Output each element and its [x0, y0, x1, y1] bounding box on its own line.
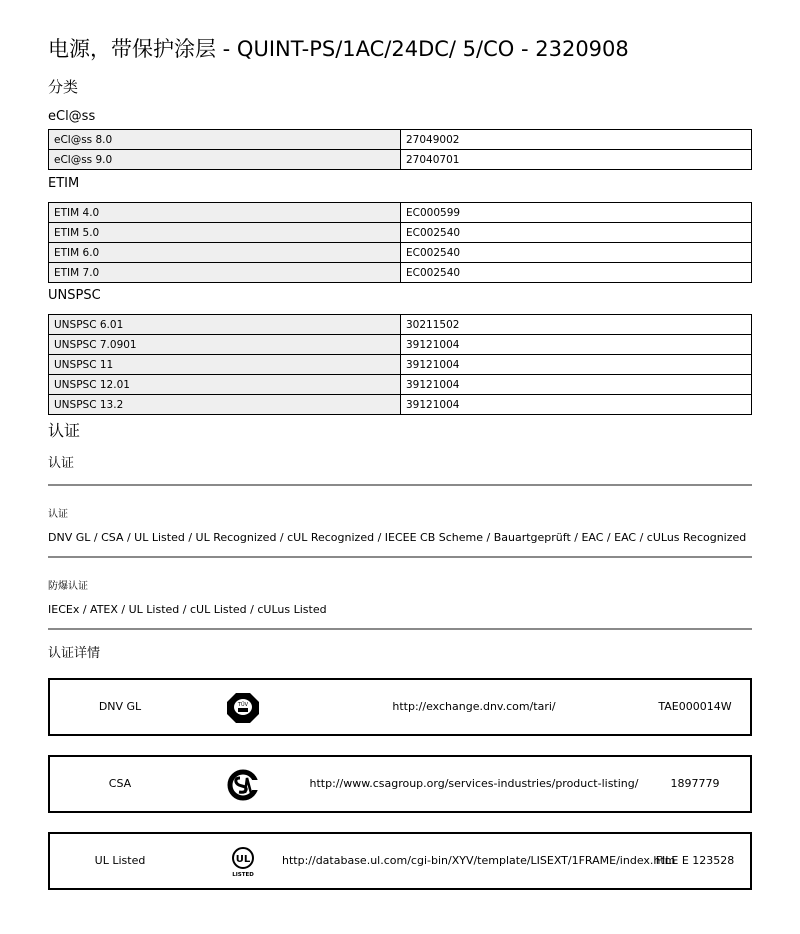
table-row	[49, 395, 752, 415]
approvals-subheading: 认证	[48, 456, 75, 471]
approvals-heading: 认证	[48, 421, 81, 440]
table-key: ETIM 5.0	[49, 223, 401, 243]
classification-heading: 分类	[48, 78, 79, 96]
table-key: eCl@ss 8.0	[49, 130, 401, 150]
approval-name: DNV GL	[98, 700, 142, 713]
unspsc-heading: UNSPSC	[48, 288, 101, 303]
page-title: 电源，带保护涂层 - QUINT-PS/1AC/24DC/ 5/CO - 2320908	[48, 37, 629, 61]
table-row	[49, 263, 752, 283]
table-key: ETIM 6.0	[49, 243, 401, 263]
table-value: 39121004	[401, 335, 752, 355]
approval-name: UL Listed	[94, 854, 146, 867]
table-row	[49, 223, 752, 243]
tuv-dnv-logo-icon	[226, 692, 260, 724]
table-row	[49, 243, 752, 263]
table-row	[49, 335, 752, 355]
tuv-logo-text: TÜV	[237, 702, 249, 708]
listed-logo-text: LISTED	[232, 872, 254, 878]
table-key: UNSPSC 13.2	[49, 395, 401, 415]
approval-url[interactable]: http://database.ul.com/cgi-bin/XYV/template/LISEXT/1FRAME/index.htm	[282, 854, 676, 867]
table-value: EC002540	[401, 223, 752, 243]
table-key: UNSPSC 7.0901	[49, 335, 401, 355]
ex-approvals-label: 防爆认证	[48, 581, 88, 592]
approval-detail-dnv	[48, 678, 752, 736]
approval-details-heading: 认证详情	[48, 646, 101, 661]
table-value: EC000599	[401, 203, 752, 223]
table-value: 27040701	[401, 150, 752, 170]
approval-url[interactable]: http://exchange.dnv.com/tari/	[392, 700, 556, 713]
table-value: 30211502	[401, 315, 752, 335]
etim-table	[48, 202, 752, 283]
unspsc-table	[48, 314, 752, 415]
table-value: 39121004	[401, 395, 752, 415]
table-key: eCl@ss 9.0	[49, 150, 401, 170]
table-value: EC002540	[401, 243, 752, 263]
approval-id: TAE000014W	[658, 700, 732, 713]
approval-detail-csa	[48, 755, 752, 813]
ul-logo-text: UL	[235, 854, 251, 865]
table-key: ETIM 7.0	[49, 263, 401, 283]
table-value: 27049002	[401, 130, 752, 150]
divider	[48, 628, 752, 630]
table-key: UNSPSC 12.01	[49, 375, 401, 395]
table-key: UNSPSC 6.01	[49, 315, 401, 335]
approval-detail-ul	[48, 832, 752, 890]
csa-logo-icon	[226, 769, 260, 801]
approval-id: FILE E 123528	[655, 854, 735, 867]
table-row	[49, 203, 752, 223]
table-value: EC002540	[401, 263, 752, 283]
table-value: 39121004	[401, 375, 752, 395]
eclass-table	[48, 129, 752, 170]
table-row	[49, 150, 752, 170]
table-row	[49, 130, 752, 150]
divider	[48, 484, 752, 486]
ex-approvals-list: IECEx / ATEX / UL Listed / cUL Listed / cULus Listed	[48, 603, 327, 616]
table-row	[49, 355, 752, 375]
table-row	[49, 315, 752, 335]
etim-heading: ETIM	[48, 176, 80, 191]
divider	[48, 556, 752, 558]
approval-url[interactable]: http://www.csagroup.org/services-industries/product-listing/	[309, 777, 639, 790]
approval-name: CSA	[108, 777, 132, 790]
ul-listed-logo-icon	[226, 846, 260, 878]
approvals-list: DNV GL / CSA / UL Listed / UL Recognized / cUL Recognized / IECEE CB Scheme / Bauartgeprüft / EAC / EAC / cULus Recognized	[48, 531, 747, 544]
table-value: 39121004	[401, 355, 752, 375]
approvals-label: 认证	[48, 509, 68, 520]
table-row	[49, 375, 752, 395]
table-key: ETIM 4.0	[49, 203, 401, 223]
table-key: UNSPSC 11	[49, 355, 401, 375]
approval-id: 1897779	[670, 777, 720, 790]
eclass-heading: eCl@ss	[48, 109, 96, 124]
